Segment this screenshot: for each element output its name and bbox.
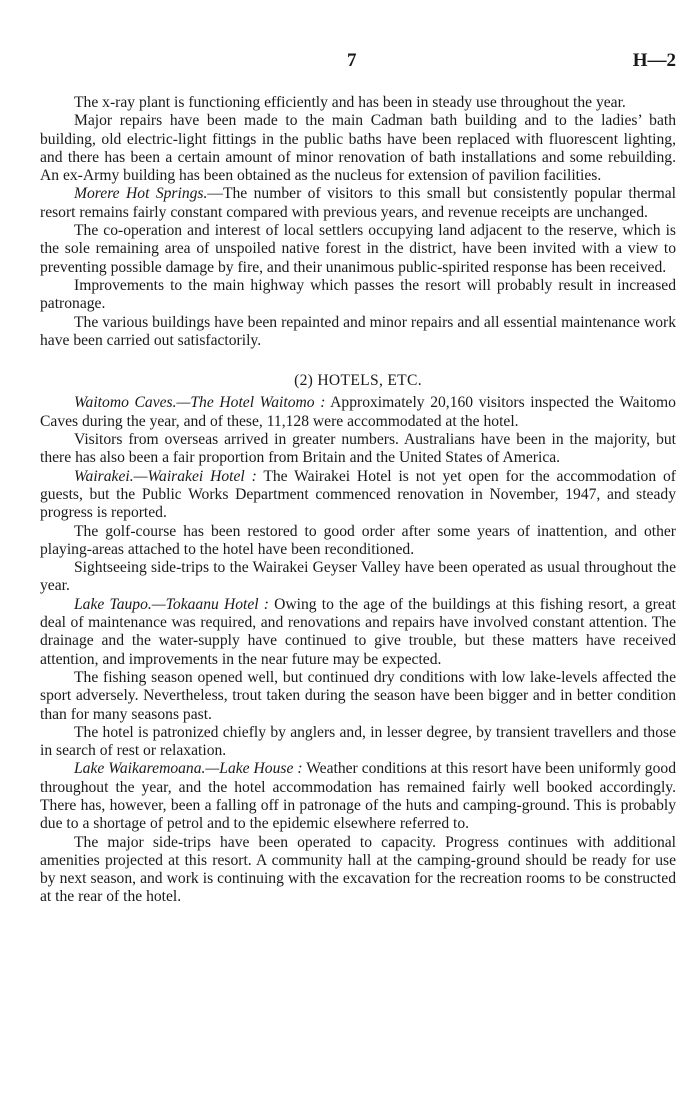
page-number: 7 bbox=[347, 50, 357, 71]
paragraph-lead: Lake Taupo.—Tokaanu Hotel : bbox=[74, 595, 269, 613]
paragraph-morere bbox=[40, 185, 676, 222]
paragraph-tokaanu bbox=[40, 596, 676, 669]
paragraph-text: The Wairakei Hotel is not yet open for the accommodation of guests, but the Public Works Department commenced renovation in November, 1947, and steady progress is reported. bbox=[40, 467, 676, 522]
paragraph-sightseeing: Sightseeing side-trips to the Wairakei Geyser Valley have been operated as usual throughout the year. bbox=[40, 559, 676, 595]
paragraph-fishing-season: The fishing season opened well, but continued dry conditions with low lake-levels affected the sport adversely. Nevertheless, trout taken during the season have been bigger and in better condition than for many seasons past. bbox=[40, 668, 676, 723]
section-heading-hotels: (2) HOTELS, ETC. bbox=[294, 372, 422, 390]
paragraph-text: Weather conditions at this resort have been uniformly good throughout the year, and the hotel accommodation has remained fairly well booked accordingly. There has, however, been a falling off in patronage of the huts and camping-ground. This is probably due to a shortage of petrol and to the epidemic elsewhere referred to. bbox=[40, 760, 676, 833]
paragraph-golf-course: The golf-course has been restored to good order after some years of inattention, and other playing-areas attached to the hotel have been reconditioned. bbox=[40, 522, 676, 558]
paragraph-lead: Wairakei.—Wairakei Hotel : bbox=[74, 467, 257, 485]
document-reference: H—2 bbox=[632, 50, 676, 71]
paragraph-text: Owing to the age of the buildings at this fishing resort, a great deal of maintenance was required, and renovations and repairs have involved constant attention. The drainage and the water-supply have continued to give trouble, but these matters have received attention, and improvements in the near future may be expected. bbox=[40, 595, 676, 668]
paragraph-wairakei bbox=[40, 468, 676, 523]
paragraph-highway: Improvements to the main highway which passes the resort will probably result in increased patronage. bbox=[40, 276, 676, 313]
paragraph-settlers: The co-operation and interest of local settlers occupying land adjacent to the reserve, which is the sole remaining area of unspoiled native forest in the district, have been invited with a view to preventing possible damage by fire, and their unanimous public-spirited response has been received. bbox=[40, 222, 676, 276]
paragraph-buildings: The various buildings have been repainted and minor repairs and all essential maintenance work have been carried out satisfactorily. bbox=[40, 313, 676, 349]
paragraph-waitomo bbox=[40, 394, 676, 431]
paragraph-patronage: The hotel is patronized chiefly by anglers and, in lesser degree, by transient travellers and those in search of rest or relaxation. bbox=[40, 723, 676, 760]
paragraph-side-trips: The major side-trips have been operated to capacity. Progress continues with additional amenities projected at this resort. A community hall at the camping-ground should be ready for use by next season, and work is continuing with the excavation for the recreation rooms to be constructed at the rear of the hotel. bbox=[40, 833, 676, 906]
paragraph-text: Approximately 20,160 visitors inspected the Waitomo Caves during the year, and of these, 11,128 were accommodated at the hotel. bbox=[40, 394, 676, 430]
paragraph-lead: Lake Waikaremoana.—Lake House : bbox=[74, 760, 303, 778]
page-header bbox=[0, 50, 700, 74]
paragraph-text: —The number of visitors to this small but consistently popular thermal resort remains fairly constant compared with previous years, and revenue receipts are unchanged. bbox=[40, 185, 676, 221]
paragraph-xray: The x-ray plant is functioning efficiently and has been in steady use throughout the year. bbox=[74, 94, 626, 111]
paragraph-lead: Morere Hot Springs. bbox=[74, 185, 208, 203]
paragraph-repairs: Major repairs have been made to the main Cadman bath building and to the ladies’ bath building, old electric-light fittings in the public baths have been replaced with fluorescent lighting, and there has been a certain amount of minor renovation of bath installations and some rebuilding. An ex-Army building has been obtained as the nucleus for extension of pavilion facilities. bbox=[40, 112, 676, 185]
paragraph-overseas-visitors: Visitors from overseas arrived in greater numbers. Australians have been in the majority, but there has also been a fair proportion from Britain and the United States of America. bbox=[40, 431, 676, 467]
paragraph-lead: Waitomo Caves.—The Hotel Waitomo : bbox=[74, 394, 326, 412]
paragraph-waikaremoana bbox=[40, 760, 676, 833]
document-body bbox=[40, 94, 676, 907]
